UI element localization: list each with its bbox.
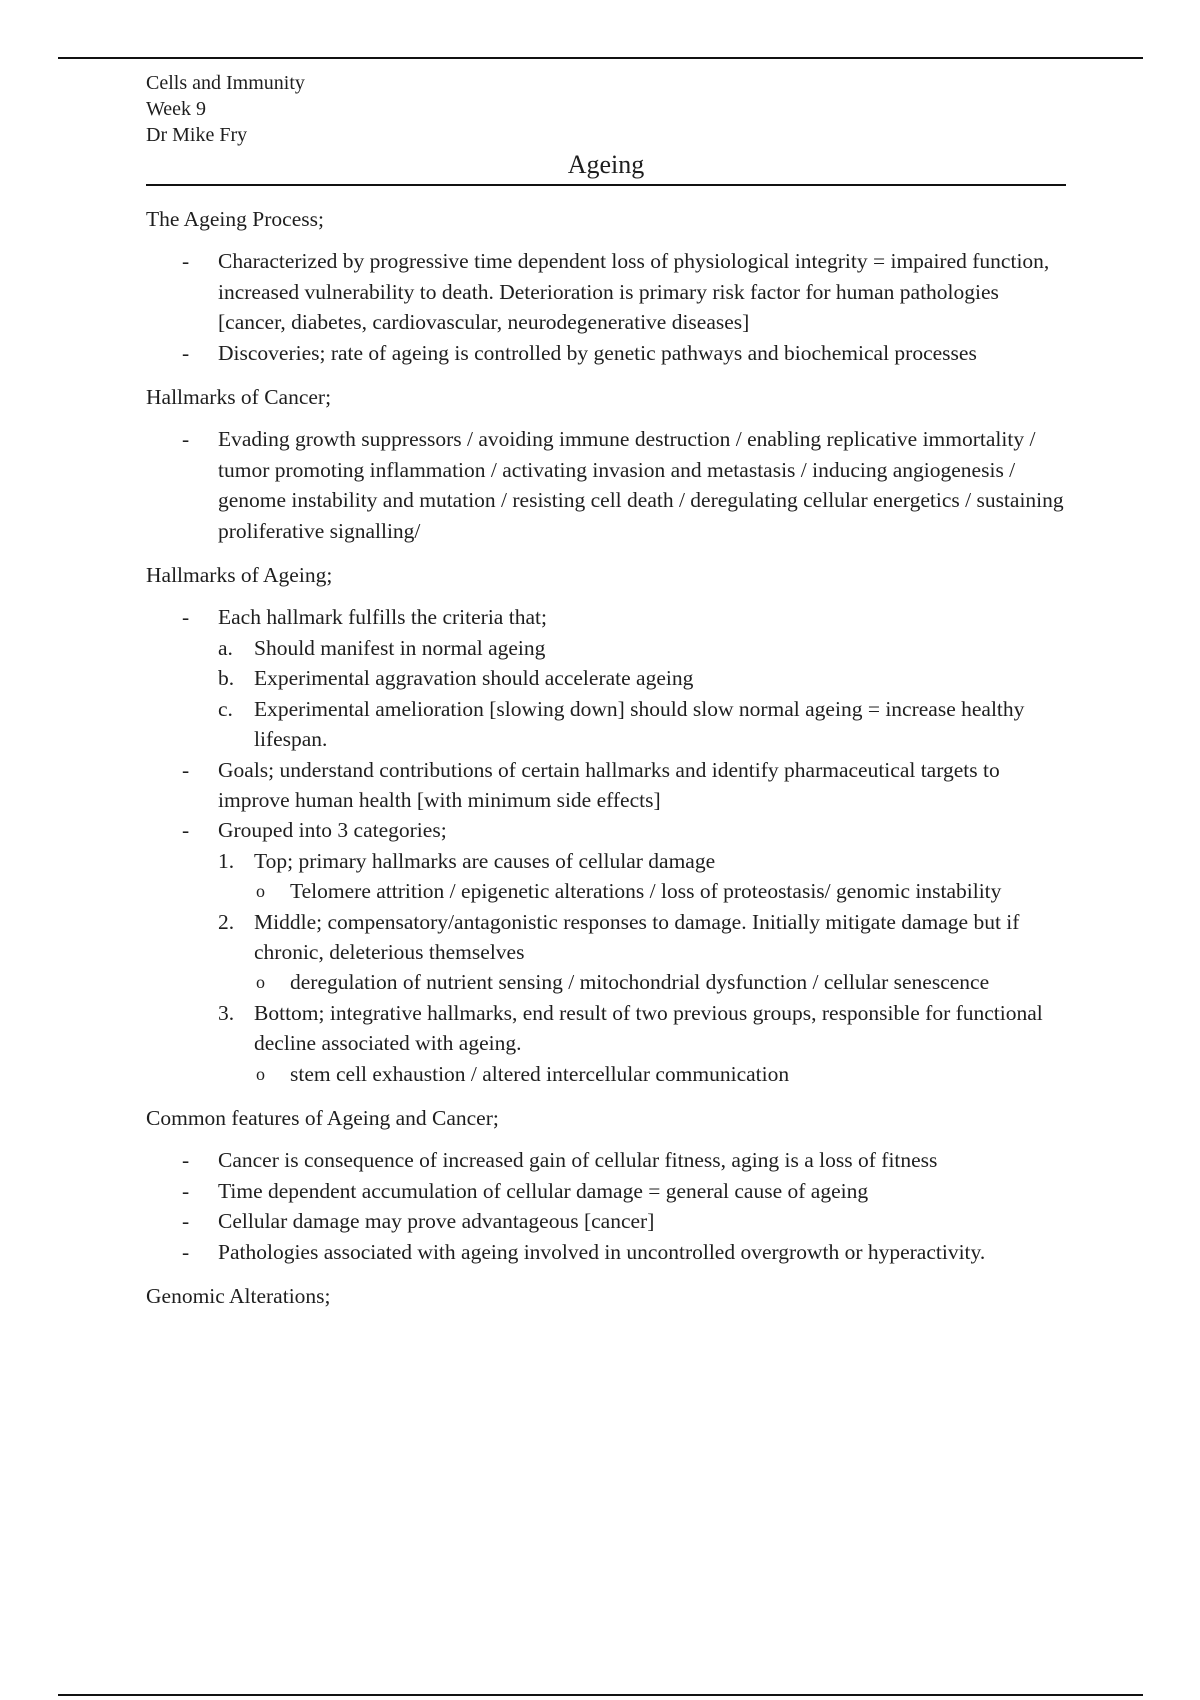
criteria-text: Experimental aggravation should accelerate ageing xyxy=(254,666,694,691)
category-sub-text: Telomere attrition / epigenetic alterations / loss of proteostasis/ genomic instability xyxy=(290,879,1002,904)
bullet-text: Cellular damage may prove advantageous [cancer] xyxy=(218,1209,655,1234)
bullet-list-hallmarks-cancer xyxy=(146,424,1066,546)
list-marker: a. xyxy=(218,635,233,660)
list-marker: 2. xyxy=(218,909,235,934)
title-bar xyxy=(146,148,1066,186)
category-sub-item xyxy=(146,967,1066,997)
document-body xyxy=(146,204,1066,1311)
category-sub-text: deregulation of nutrient sensing / mitochondrial dysfunction / cellular senescence xyxy=(290,970,990,995)
bullet-dash: - xyxy=(182,1178,190,1203)
bullet-list-hallmarks-ageing xyxy=(146,602,1066,1089)
bullet-item xyxy=(146,1176,1066,1206)
category-item xyxy=(146,846,1066,876)
list-marker: b. xyxy=(218,666,235,691)
category-sub-text: stem cell exhaustion / altered intercellular communication xyxy=(290,1061,790,1086)
bullet-item xyxy=(146,1237,1066,1267)
category-text: Middle; compensatory/antagonistic responses to damage. Initially mitigate damage but if chronic, deleterious themselves xyxy=(254,909,1020,964)
category-sub-item xyxy=(146,1059,1066,1089)
page-title: Ageing xyxy=(567,150,645,179)
bullet-dash: - xyxy=(182,1239,190,1264)
bullet-text: Cancer is consequence of increased gain of cellular fitness, aging is a loss of fitness xyxy=(218,1148,938,1173)
criteria-item xyxy=(146,633,1066,663)
bullet-dash: - xyxy=(182,757,190,782)
section-heading-ageing-process: The Ageing Process; xyxy=(146,207,324,231)
bullet-dash: - xyxy=(182,818,190,843)
bullet-text: Grouped into 3 categories; xyxy=(218,818,447,843)
section-heading-genomic-alterations: Genomic Alterations; xyxy=(146,1284,331,1308)
bullet-dash: - xyxy=(182,427,190,452)
bullet-item xyxy=(146,815,1066,845)
course-name: Cells and Immunity xyxy=(146,72,305,94)
section-heading-common-features: Common features of Ageing and Cancer; xyxy=(146,1105,499,1130)
bullet-item xyxy=(146,1206,1066,1236)
criteria-item xyxy=(146,663,1066,693)
document-page xyxy=(146,70,1066,1323)
bullet-item xyxy=(146,424,1066,546)
bullet-item xyxy=(146,602,1066,632)
bullet-dash: - xyxy=(182,1209,190,1234)
bullet-item xyxy=(146,246,1066,337)
bullet-text: Time dependent accumulation of cellular damage = general cause of ageing xyxy=(218,1178,869,1203)
bullet-text: Evading growth suppressors / avoiding immune destruction / enabling replicative immortality / tumor promoting inflammation / activating invasion and metastasis / inducing angiogenesis / genome instability and mutation / resisting cell death / deregulating cellular energetics / sustaining proliferative signalling/ xyxy=(218,427,1064,543)
category-item xyxy=(146,907,1066,968)
lecturer-name: Dr Mike Fry xyxy=(146,124,248,146)
bullet-dash: - xyxy=(182,605,190,630)
section-heading-hallmarks-ageing: Hallmarks of Ageing; xyxy=(146,563,333,588)
bullet-list-common-features xyxy=(146,1145,1066,1267)
bullet-dash: - xyxy=(182,1148,190,1173)
bullet-item xyxy=(146,755,1066,816)
bullet-list-ageing-process xyxy=(146,246,1066,368)
bullet-text: Each hallmark fulfills the criteria that; xyxy=(218,605,547,630)
list-marker: 3. xyxy=(218,1000,235,1025)
criteria-text: Should manifest in normal ageing xyxy=(254,635,546,660)
category-item xyxy=(146,998,1066,1059)
week-label: Week 9 xyxy=(146,98,207,120)
category-text: Bottom; integrative hallmarks, end result of two previous groups, responsible for functional decline associated with ageing. xyxy=(254,1000,1043,1056)
bottom-rule xyxy=(58,1694,1143,1696)
bullet-dash: - xyxy=(182,340,190,365)
top-rule xyxy=(58,57,1143,59)
criteria-item xyxy=(146,694,1066,755)
bullet-item xyxy=(146,1145,1066,1175)
criteria-text: Experimental amelioration [slowing down] should slow normal ageing = increase healthy lifespan. xyxy=(254,696,1025,752)
bullet-text: Pathologies associated with ageing involved in uncontrolled overgrowth or hyperactivity. xyxy=(218,1239,986,1264)
list-marker: c. xyxy=(218,696,233,721)
circle-bullet: o xyxy=(256,1063,265,1084)
bullet-item xyxy=(146,338,1066,368)
bullet-dash: - xyxy=(182,249,190,274)
section-heading-hallmarks-cancer: Hallmarks of Cancer; xyxy=(146,385,332,410)
category-text: Top; primary hallmarks are causes of cellular damage xyxy=(254,848,716,873)
circle-bullet: o xyxy=(256,881,265,902)
bullet-text: Discoveries; rate of ageing is controlled by genetic pathways and biochemical processes xyxy=(218,340,977,365)
bullet-text: Goals; understand contributions of certain hallmarks and identify pharmaceutical targets to improve human health [with minimum side effects] xyxy=(218,757,1000,812)
circle-bullet: o xyxy=(256,972,265,993)
document-header xyxy=(146,70,1066,148)
bullet-text: Characterized by progressive time dependent loss of physiological integrity = impaired function, increased vulnerability to death. Deterioration is primary risk factor for human pathologies [cancer, diabetes, cardiovascular, neurodegenerative diseases] xyxy=(218,249,1050,335)
category-sub-item xyxy=(146,876,1066,906)
list-marker: 1. xyxy=(218,848,235,873)
